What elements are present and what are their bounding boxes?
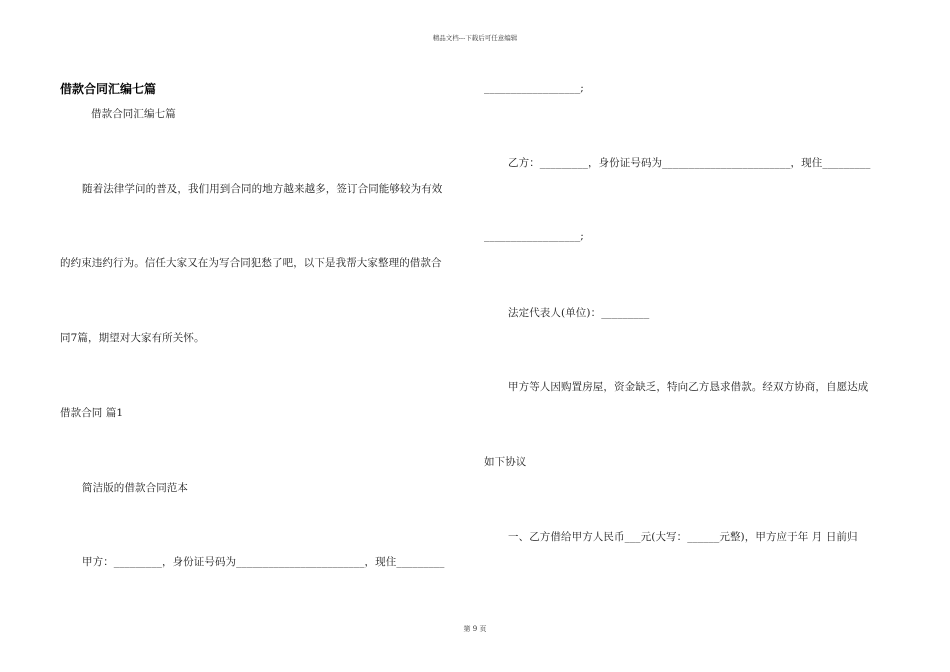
sample-contract-title: 简洁版的借款合同范本 [82,482,188,494]
section-title: 借款合同 篇1 [60,407,124,419]
legal-representative-line: 法定代表人(单位)：_________ [508,307,650,319]
blank-fill-line-2: __________________; [484,230,584,242]
clause-1-line: 一、乙方借给甲方人民币___元(大写：______元整)，甲方应于年 月 日前归 [508,531,858,543]
intro-paragraph-line-3: 同7篇，期望对大家有所关怀。 [60,332,205,344]
agreement-paragraph-line-2: 如下协议 [484,456,527,468]
agreement-paragraph-line-1: 甲方等人因购置房屋，资金缺乏，特向乙方恳求借款。经双方协商，自愿达成 [508,381,869,393]
party-a-line: 甲方：_________，身份证号码为________________________，现住_________ [82,556,445,568]
document-subheading: 借款合同汇编七篇 [91,108,176,120]
party-b-line: 乙方：_________，身份证号码为________________________，现住_________ [508,157,871,169]
intro-paragraph-line-2: 的约束违约行为。信任大家又在为写合同犯愁了吧，以下是我帮大家整理的借款合 [60,257,442,269]
page-number: 第 9 页 [463,625,487,633]
page-header: 精品文档---下载后可任意编辑 [432,34,518,42]
intro-paragraph-line-1: 随着法律学问的普及，我们用到合同的地方越来越多，签订合同能够较为有效 [82,183,443,195]
blank-fill-line-1: __________________; [484,82,584,94]
document-heading: 借款合同汇编七篇 [60,82,157,96]
